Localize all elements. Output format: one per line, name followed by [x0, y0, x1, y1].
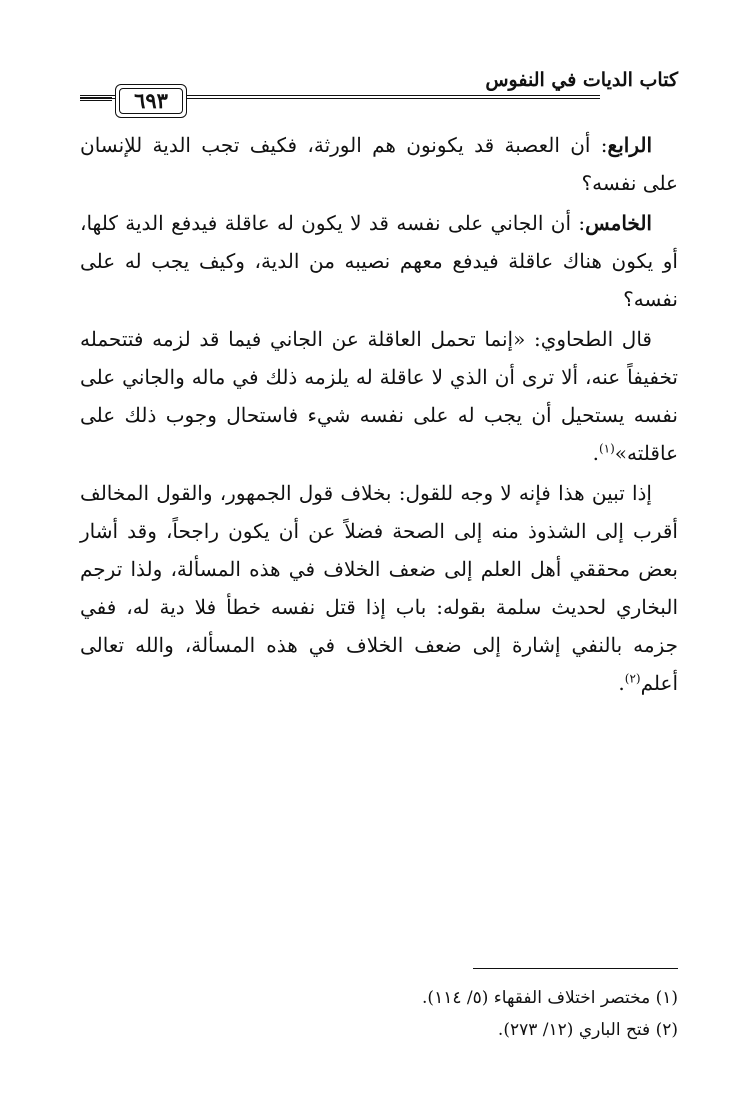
paragraph-conclusion	[80, 474, 678, 702]
page-header	[80, 60, 678, 116]
page-number: ٦٩٣	[115, 84, 187, 118]
footnote-item: (١) مختصر اختلاف الفقهاء (٥/ ١١٤).	[422, 988, 678, 1008]
footnote-divider	[473, 968, 678, 969]
footnote-reference[interactable]: (١)	[598, 441, 615, 456]
footnote-item: (٢) فتح الباري (١٢/ ٢٧٣).	[497, 1020, 678, 1040]
paragraph-text: إذا تبين هذا فإنه لا وجه للقول: بخلاف قول الجمهور، والقول المخالف أقرب إلى الشذوذ منه إلى الصحة فضلاً عن أن يكون راجحاً، وقد أشار بعض محققي أهل العلم إلى ضعف الخلاف في هذه المسألة، ولذا ترجم البخاري لحديث سلمة بقوله: باب إذا قتل نفسه خطأ فلا دية له، ففي جزمه بالنفي إشارة إلى ضعف الخلاف في هذه المسألة، والله تعالى أعلم	[80, 481, 678, 695]
paragraph-fourth	[80, 126, 678, 202]
header-rule-left-bottom	[80, 100, 112, 101]
paragraph-text: : أن العصبة قد يكونون هم الورثة، فكيف تجب الدية للإنسان على نفسه؟	[80, 133, 678, 195]
paragraph-tail: .	[592, 441, 599, 465]
paragraph-lead: الرابع	[607, 133, 652, 157]
paragraph-text: قال الطحاوي: «إنما تحمل العاقلة عن الجاني فيما قد لزمه فتتحمله تخفيفاً عنه، ألا ترى أن الذي لا عاقلة له يلزمه ذلك في ماله والجاني على نفسه يستحيل أن يجب له على نفسه شيء فاستحال وجوب ذلك على عاقلته»	[80, 327, 678, 465]
paragraph-lead: الخامس	[585, 211, 652, 235]
main-text	[80, 126, 678, 704]
header-rule-left-top	[80, 97, 112, 98]
paragraph-text: : أن الجاني على نفسه قد لا يكون له عاقلة فيدفع الدية كلها، أو يكون هناك عاقلة فيدفع معهم نصيبه من الدية، وكيف يجب له على نفسه؟	[80, 211, 678, 311]
footnote-reference[interactable]: (٢)	[624, 671, 641, 686]
footnotes	[78, 982, 678, 1046]
paragraph-fifth	[80, 204, 678, 318]
paragraph-tail: .	[618, 671, 625, 695]
paragraph-tahawi-quote	[80, 320, 678, 472]
running-title: كتاب الديات في النفوس	[485, 69, 678, 91]
